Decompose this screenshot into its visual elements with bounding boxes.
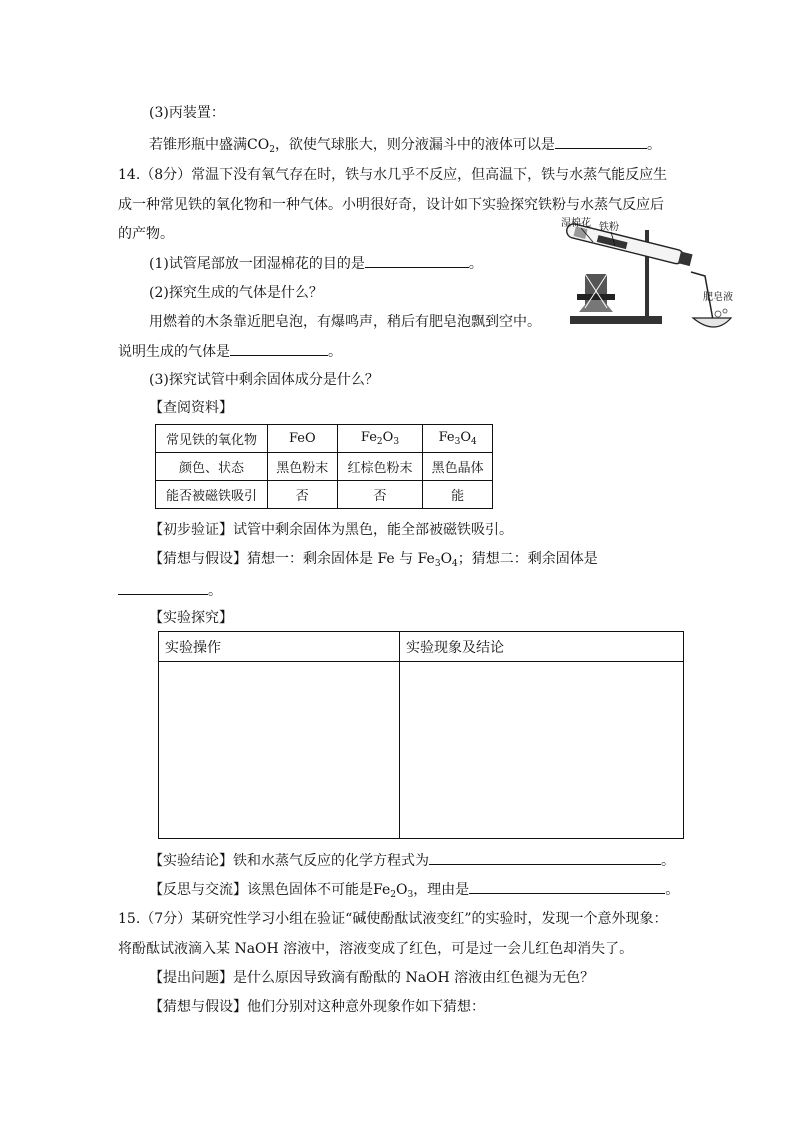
- q15-hypothesis: 【猜想与假设】他们分别对这种意外现象作如下猜想：: [149, 999, 485, 1015]
- initial-verify: 【初步验证】试管中剩余固体为黑色，能全部被磁铁吸引。: [149, 522, 513, 538]
- oxide-fe3o4: $Fe_3O_4$: [423, 425, 493, 453]
- q15-line1: 15.（7分）某研究性学习小组在验证“碱使酚酞试液变红”的实验时，发现一个意外现象：: [118, 911, 668, 927]
- reflect-b: ，理由是: [413, 882, 470, 898]
- q14-intro-line2: 成一种常见铁的氧化物和一种气体。小明很好奇，设计如下实验探究铁粉与水蒸气反应后: [118, 197, 664, 213]
- q14-intro-line3: 的产物。: [118, 226, 174, 242]
- exp-result-cell[interactable]: [400, 662, 684, 839]
- q15-question: 【提出问题】是什么原因导致滴有酚酞的 NaOH 溶液由红色褪为无色？: [149, 970, 595, 986]
- oxide-fe2o3: $Fe_2O_3$: [337, 425, 423, 453]
- oxide-color-fe2o3: 红棕色粉末: [337, 453, 423, 481]
- q13-answer-blank[interactable]: [555, 134, 647, 149]
- reflect-sub-b: 3: [407, 890, 414, 900]
- label-soap: 肥皂液: [703, 292, 733, 303]
- label-wet-cotton: 湿棉花: [561, 218, 591, 229]
- guess-a: 【猜想与假设】猜想一：剩余固体是 Fe 与 Fe: [149, 551, 435, 567]
- oxide-magnet-feo: 否: [267, 481, 337, 509]
- oxide-feo: FeO: [267, 425, 337, 453]
- reflect-end: 。: [665, 882, 680, 898]
- q13-part3-text-after: ，欲使气球胀大，则分液漏斗中的液体可以是: [274, 137, 555, 153]
- oxide-table: [155, 424, 493, 509]
- conclusion-end: 。: [661, 853, 675, 869]
- q13-part3-text: [149, 134, 661, 160]
- q14-intro-line1: 14.（8分）常温下没有氧气存在时，铁与水几乎不反应，但高温下，铁与水蒸气能反应生: [118, 167, 668, 183]
- guess-end: 。: [208, 583, 222, 599]
- q14-p1: [149, 253, 483, 274]
- q14-p2-blank[interactable]: [230, 341, 328, 356]
- reflect-a: 【反思与交流】该黑色固体不可能是Fe: [149, 882, 391, 898]
- ref-title: 【查阅资料】: [149, 400, 233, 416]
- exp-col-operation: 实验操作: [159, 632, 400, 662]
- q14-p3-title: (3)探究试管中剩余固体成分是什么？: [149, 372, 379, 388]
- oxide-color-fe3o4: 黑色晶体: [423, 453, 493, 481]
- reflect-line: [149, 879, 679, 905]
- q13-part3-sub: 2: [269, 145, 275, 155]
- q13-part3-text-before: 若锥形瓶中盛满CO: [149, 137, 270, 153]
- oxide-magnet-fe2o3: 否: [337, 481, 423, 509]
- guess-b: ；猜想二：剩余固体是: [457, 551, 598, 567]
- reflect-sub-a: 2: [390, 890, 396, 900]
- q14-p2-title: (2)探究生成的气体是什么？: [149, 285, 323, 301]
- guess-mid: O: [440, 551, 453, 567]
- conclusion-text: 【实验结论】铁和水蒸气反应的化学方程式为: [149, 853, 429, 869]
- conclusion-line: [149, 850, 675, 871]
- q14-p1-end: 。: [468, 256, 483, 272]
- tripod: [577, 294, 615, 300]
- equation-blank[interactable]: [429, 850, 661, 865]
- q14-p2-conclusion: [118, 341, 342, 362]
- experiment-table: [158, 631, 684, 839]
- guess-blank-line: [118, 580, 222, 601]
- q14-p2-end: 。: [328, 344, 342, 360]
- q13-part3-title: (3)丙装置：: [149, 105, 225, 121]
- q14-p1-blank[interactable]: [365, 253, 469, 268]
- guess-two-blank[interactable]: [118, 580, 208, 595]
- lamp-body: [579, 300, 613, 312]
- guess-line: [149, 549, 598, 574]
- exp-col-result: 实验现象及结论: [400, 632, 684, 662]
- label-iron-powder: 铁粉: [599, 222, 619, 233]
- q15-line2: 将酚酞试液滴入某 NaOH 溶液中，溶液变成了红色，可是过一会儿红色却消失了。: [118, 941, 634, 957]
- guess-sub-b: 4: [452, 559, 458, 569]
- exp-operation-cell[interactable]: [159, 662, 400, 839]
- q14-p2-conclusion-text: 说明生成的气体是: [118, 344, 230, 360]
- soap-dish: [693, 318, 731, 327]
- oxide-color-feo: 黑色粉末: [267, 453, 337, 481]
- explore-title: 【实验探究】: [149, 610, 233, 626]
- oxide-color-label: 颜色、状态: [156, 453, 268, 481]
- oxide-magnet-label: 能否被磁铁吸引: [156, 481, 268, 509]
- q14-p2-text: 用燃着的木条靠近肥皂泡，有爆鸣声，稍后有肥皂泡飘到空中。: [149, 314, 541, 330]
- oxide-magnet-fe3o4: 能: [423, 481, 493, 509]
- q14-p1-text: (1)试管尾部放一团湿棉花的目的是: [149, 256, 365, 272]
- oxide-header-label: 常见铁的氧化物: [156, 425, 268, 453]
- reason-blank[interactable]: [469, 879, 665, 894]
- reflect-mid: O: [395, 882, 408, 898]
- apparatus-diagram: [555, 212, 735, 334]
- guess-sub-a: 3: [434, 559, 441, 569]
- q13-part3-end: 。: [646, 137, 661, 153]
